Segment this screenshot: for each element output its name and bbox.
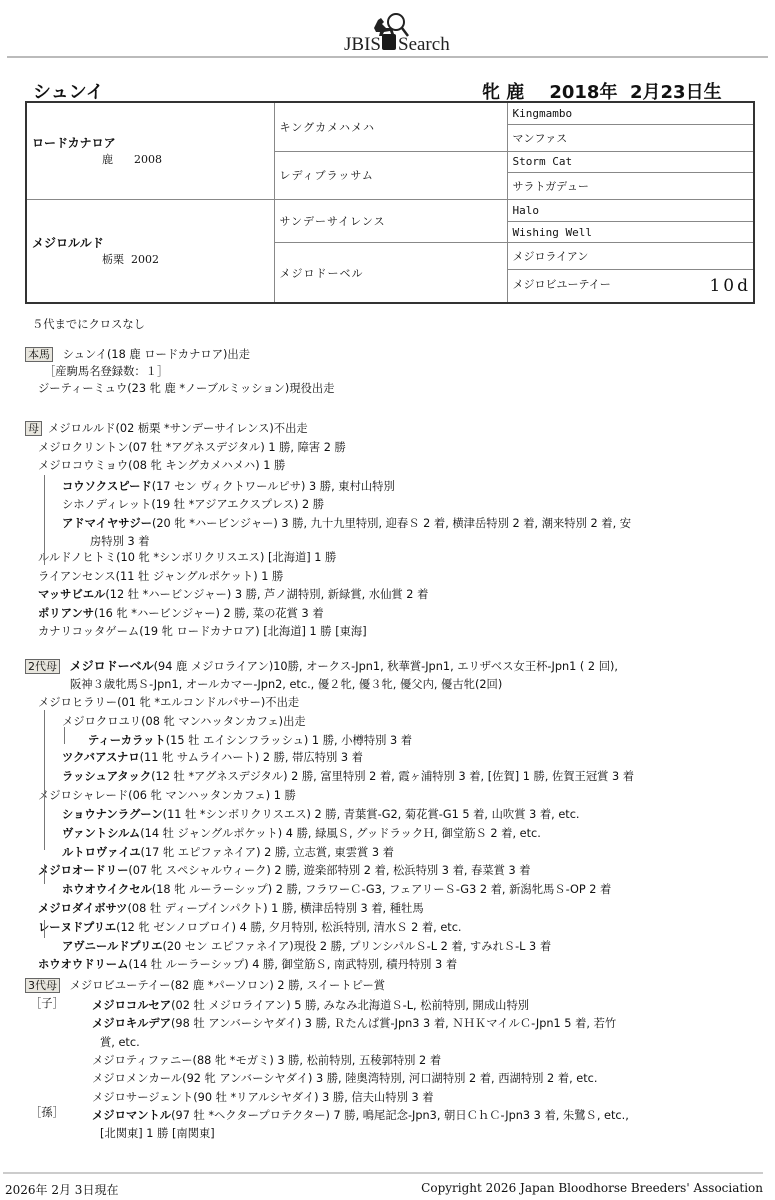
horse-record: (17 牝 エピファネイア) 2 勝, 立志賞, 東雲賞 3 着 xyxy=(140,846,394,859)
footer-copyright: Copyright 2026 Japan Bloodhorse Breeders' Association xyxy=(421,1181,763,1195)
haha-row xyxy=(38,622,367,641)
horse-record: [北関東] 1 勝 [南関東] xyxy=(100,1127,215,1140)
horse-record: (11 牡 ジャングルポケット) 1 勝 xyxy=(115,570,284,583)
horse-record: 房特別 3 着 xyxy=(90,535,150,548)
sandai-badge: 3代母 xyxy=(25,978,60,993)
horse-record: (98 牡 アンバーシヤダイ) 3 勝, Ｒたんぱ賞-Jpn3 3 着, ＮＨＫマイルＣ-Jpn1 5 着, 若竹 xyxy=(170,1017,617,1030)
horse-link[interactable]: ツクバアスナロ xyxy=(62,751,140,764)
horse-link[interactable]: マッサビエル xyxy=(38,588,106,601)
mago-label: ［孫］ xyxy=(30,1106,64,1119)
sandai-row xyxy=(92,1014,616,1033)
horse-link[interactable]: ルルドノヒトミ xyxy=(38,551,117,564)
honba-self[interactable]: シュンイ(18 鹿 ロードカナロア)出走 xyxy=(62,348,250,361)
nidai-row xyxy=(62,843,394,862)
pedigree-g3-3[interactable]: Storm Cat xyxy=(507,151,754,173)
magnifier-icon xyxy=(388,14,404,30)
pedigree-g3-5[interactable]: Halo xyxy=(507,199,754,221)
footer-date: 2026年 2月 3日現在 xyxy=(5,1183,119,1197)
horse-record: (11 牝 サムライハート) 2 勝, 帯広特別 3 着 xyxy=(139,751,363,764)
pedigree-g2-3[interactable]: サンデーサイレンス xyxy=(274,199,507,243)
horse-link[interactable]: メジロコウミョウ xyxy=(38,459,129,472)
horse-sex: 牝 xyxy=(482,82,500,103)
horse-record: (01 牝 *エルコンドルパサー)不出走 xyxy=(117,696,300,709)
dam-name: メジロルルド xyxy=(32,236,104,251)
logo-text-search: Search xyxy=(397,34,450,52)
nidai-row xyxy=(62,748,363,767)
dam-year: 2002 xyxy=(131,253,159,267)
haha-row xyxy=(62,514,631,533)
honba-count: ［産駒馬名登録数：１］ xyxy=(44,365,169,378)
horse-link[interactable]: カナリコッタゲーム xyxy=(38,625,140,638)
horse-link[interactable]: メジロオードリー xyxy=(38,864,129,877)
haha-head xyxy=(25,419,308,438)
horse-record: (08 牡 ディープインパクト) 1 勝, 横津岳特別 3 着, 種牡馬 xyxy=(127,902,424,915)
horse-record: (08 牝 キングカメハメハ) 1 勝 xyxy=(128,459,286,472)
horse-record: (20 セン エピファネイア)現役 2 勝, プリンシパルＳ-L 2 着, すみれＳ-L 3 着 xyxy=(162,940,552,953)
horse-link[interactable]: メジロマントル xyxy=(92,1109,172,1122)
honba-badge: 本馬 xyxy=(25,347,53,362)
horse-link[interactable]: メジロティファニー xyxy=(92,1054,193,1067)
horse-link[interactable]: メジロシャレード xyxy=(38,789,129,802)
sire-year: 2008 xyxy=(133,153,162,167)
horse-record: (12 牡 *ハービンジャー) 3 勝, 芦ノ湖特別, 新緑賞, 水仙賞 2 着 xyxy=(105,588,429,601)
haha-row xyxy=(62,495,324,514)
horse-record: (97 牡 *ヘクタープロテクター) 7 勝, 鳴尾記念-Jpn3, 朝日ＣｈＣ-Jpn3 3 着, 朱鷺Ｓ, etc., xyxy=(171,1109,629,1122)
horse-record: (92 牝 アンバーシヤダイ) 3 勝, 陸奥湾特別, 河口湖特別 2 着, 西湖特別 2 着, etc. xyxy=(182,1072,598,1085)
ko-label: ［子］ xyxy=(30,997,64,1010)
nidai-row xyxy=(62,712,306,731)
sandai-row xyxy=(100,1033,140,1052)
horse-link[interactable]: アヴニールドプリエ xyxy=(62,940,163,953)
horse-record: (14 牡 ルーラーシップ) 4 勝, 御堂筋Ｓ, 南武特別, 積丹特別 3 着 xyxy=(128,958,458,971)
horse-record: (11 牡 *シンボリクリスエス) 2 勝, 青葉賞-G2, 菊花賞-G1 5 着, 山吹賞 3 着, etc. xyxy=(162,808,580,821)
sire-name: ロードカナロア xyxy=(32,136,116,151)
pedigree-g3-6[interactable]: Wishing Well xyxy=(507,221,754,243)
horse-record: (15 牡 エイシンフラッシュ) 1 勝, 小樽特別 3 着 xyxy=(165,734,413,747)
horse-record: (12 牝 ゼンノロブロイ) 4 勝, 夕月特別, 松浜特別, 清水Ｓ 2 着, etc. xyxy=(116,921,462,934)
horse-link[interactable]: メジロキルデア xyxy=(92,1017,171,1030)
horse-link[interactable]: メジロコルセア xyxy=(92,999,172,1012)
nidai-head-line2: 阪神３歳牝馬Ｓ-Jpn1, オールカマー-Jpn2, etc., 優２牝, 優３牝, 優父内, 優古牝(2回) xyxy=(70,678,503,691)
horse-link[interactable]: メジロヒラリー xyxy=(38,696,118,709)
sandai-row xyxy=(100,1124,215,1143)
horse-color: 鹿 xyxy=(506,82,525,103)
horse-record: (07 牝 スペシャルウィーク) 2 勝, 遊楽部特別 2 着, 松浜特別 3 着, 春菜賞 3 着 xyxy=(128,864,531,877)
nidai-head xyxy=(25,657,618,676)
horse-link[interactable]: シホノディレット xyxy=(62,498,152,511)
nidai-row xyxy=(38,918,462,937)
dam-meta xyxy=(32,251,274,267)
pedigree-g2-2[interactable]: レディブラッサム xyxy=(274,151,507,199)
sandai-row xyxy=(92,1051,441,1070)
horse-link[interactable]: アドマイヤサジー xyxy=(62,517,152,530)
horse-record: (18 牝 ルーラーシップ) 2 勝, フラワーＣ-G3, フェアリーＳ-G3 2 着, 新潟牝馬Ｓ-OP 2 着 xyxy=(151,883,612,896)
pedigree-g2-1[interactable]: キングカメハメハ xyxy=(274,102,507,151)
horse-link[interactable]: ティーカラット xyxy=(88,734,166,747)
nidai-row xyxy=(62,805,580,824)
pedigree-g3-1[interactable]: Kingmambo xyxy=(507,102,754,125)
nidai-row xyxy=(38,861,531,880)
tree-line xyxy=(44,920,45,938)
horse-link[interactable]: ポリアンサ xyxy=(38,607,95,620)
nidai-row xyxy=(38,955,457,974)
sandai-row xyxy=(92,1106,629,1125)
haha-row xyxy=(62,477,395,496)
nidai-row xyxy=(38,786,296,805)
horse-link[interactable]: ホウオウドリーム xyxy=(38,958,129,971)
sandai-row xyxy=(92,1088,434,1107)
horse-link[interactable]: レーヌドプリエ xyxy=(38,921,117,934)
nidai-rest: (94 鹿 メジロライアン)10勝, オークス-Jpn1, 秋華賞-Jpn1, エリザベス女王杯-Jpn1 ( 2 回), xyxy=(153,660,619,673)
nidai-row xyxy=(62,767,634,786)
pedigree-g3-8[interactable] xyxy=(507,269,754,303)
horse-link[interactable]: メジロクリントン xyxy=(38,441,129,454)
tree-line xyxy=(44,475,45,565)
nidai-row xyxy=(62,880,611,899)
horse-record: (88 牝 *モガミ) 3 勝, 松前特別, 五稜郭特別 2 着 xyxy=(192,1054,442,1067)
horse-record: (19 牝 ロードカナロア) [北海道] 1 勝 [東海] xyxy=(139,625,367,638)
horse-record: (19 牡 *アジアエクスプレス) 2 勝 xyxy=(151,498,325,511)
haha-row xyxy=(38,567,283,586)
horse-birth: 2018年 2月23日生 xyxy=(549,82,722,103)
pedigree-g3-2[interactable]: マンファス xyxy=(507,125,754,151)
pedigree-sire[interactable] xyxy=(26,102,274,199)
horse-record: (12 牡 *アグネスデジタル) 2 勝, 富里特別 2 着, 霞ヶ浦特別 3 着, [佐賀] 1 勝, 佐賀王冠賞 3 着 xyxy=(151,770,635,783)
horse-record: (14 牡 ジャングルポケット) 4 勝, 緑風Ｓ, グッドラックＨ, 御堂筋Ｓ 2 着, etc. xyxy=(140,827,541,840)
pedigree-g3-7[interactable]: メジロライアン xyxy=(507,243,754,269)
horse-link[interactable]: ラッシュアタック xyxy=(62,770,152,783)
horse-link[interactable]: ルトロヴァイユ xyxy=(62,846,141,859)
haha-row xyxy=(38,585,428,604)
haha-row xyxy=(38,548,336,567)
nidai-badge: 2代母 xyxy=(25,659,60,674)
horse-link[interactable]: ライアンセンス xyxy=(38,570,116,583)
horse-record: (10 牝 *シンボリクリスエス) [北海道] 1 勝 xyxy=(116,551,337,564)
horse-link[interactable]: コウソクスピード xyxy=(62,480,152,493)
sire-color: 鹿 xyxy=(102,153,113,167)
footer-divider xyxy=(3,1172,763,1174)
horse-record: (07 牡 *アグネスデジタル) 1 勝, 障害 2 勝 xyxy=(128,441,346,454)
sandai-rest: (82 鹿 *パーソロン) 2 勝, スイートピー賞 xyxy=(170,979,386,992)
horse-link[interactable]: ホウオウイクセル xyxy=(62,883,152,896)
sandai-head xyxy=(25,976,385,995)
tree-line xyxy=(44,710,45,850)
nidai-name[interactable]: メジロドーベル xyxy=(69,659,154,673)
nidai-row xyxy=(62,937,551,956)
cross-note: ５代までにクロスなし xyxy=(32,318,145,331)
horse-link[interactable]: ヴァントシルム xyxy=(62,827,141,840)
sire-meta xyxy=(32,151,274,167)
pedigree-g3-4[interactable]: サラトガデュー xyxy=(507,173,754,199)
pedigree-table xyxy=(25,101,755,304)
header-divider xyxy=(7,56,768,58)
logo-text-jbis: JBIS xyxy=(343,34,381,52)
sandai-row xyxy=(92,1069,597,1088)
horse-link[interactable]: メジロクロユリ xyxy=(62,715,142,728)
haha-badge: 母 xyxy=(25,421,42,436)
sandai-row xyxy=(92,996,529,1015)
horse-link[interactable]: メジロサージェント xyxy=(92,1091,194,1104)
dam-color: 栃栗 xyxy=(102,253,124,267)
honba-sibling[interactable]: ジーティーミュウ(23 牝 鹿 *ノーブルミッション)現役出走 xyxy=(38,382,335,395)
horse-record: (90 牡 *リアルシヤダイ) 3 勝, 信夫山特別 3 着 xyxy=(193,1091,434,1104)
jbis-search-logo[interactable] xyxy=(0,6,775,54)
haha-row xyxy=(38,456,285,475)
horse-link[interactable]: ショウナンラグーン xyxy=(62,808,163,821)
sandai-name[interactable]: メジロビユーテイー xyxy=(69,979,171,992)
tree-line xyxy=(64,727,65,744)
horse-record: (20 牝 *ハービンジャー) 3 勝, 九十九里特別, 迎春Ｓ 2 着, 横津岳特別 2 着, 潮来特別 2 着, 安 xyxy=(151,517,632,530)
haha-row xyxy=(38,438,346,457)
pedigree-dam[interactable] xyxy=(26,199,274,303)
nidai-row xyxy=(38,693,299,712)
horse-record: 賞, etc. xyxy=(100,1036,140,1049)
horse-link[interactable]: メジロダイボサツ xyxy=(38,902,128,915)
logo-graphic xyxy=(318,6,458,52)
tree-line xyxy=(44,864,45,884)
haha-row xyxy=(38,604,324,623)
horse-record: (17 セン ヴィクトワールピサ) 3 勝, 東村山特別 xyxy=(151,480,395,493)
horse-record: (16 牝 *ハービンジャー) 2 勝, 菜の花賞 3 着 xyxy=(94,607,324,620)
inbreed-code: 10d xyxy=(709,275,751,296)
horse-record: (06 牝 マンハッタンカフェ) 1 勝 xyxy=(128,789,296,802)
horse-record: (08 牝 マンハッタンカフェ)出走 xyxy=(141,715,306,728)
horse-link[interactable]: メジロメンカール xyxy=(92,1072,183,1085)
nidai-row xyxy=(38,899,424,918)
nidai-row xyxy=(62,824,541,843)
horse-name: シュンイ xyxy=(33,82,104,103)
haha-dam[interactable]: メジロルルド(02 栃栗 *サンデーサイレンス)不出走 xyxy=(48,422,308,435)
pedigree-g2-4[interactable]: メジロドーベル xyxy=(274,243,507,303)
horse-record: (02 牡 メジロライアン) 5 勝, みなみ北海道Ｓ-L, 松前特別, 開成山特別 xyxy=(171,999,530,1012)
pedigree-g3-8-name: メジロビユーテイー xyxy=(512,277,611,291)
